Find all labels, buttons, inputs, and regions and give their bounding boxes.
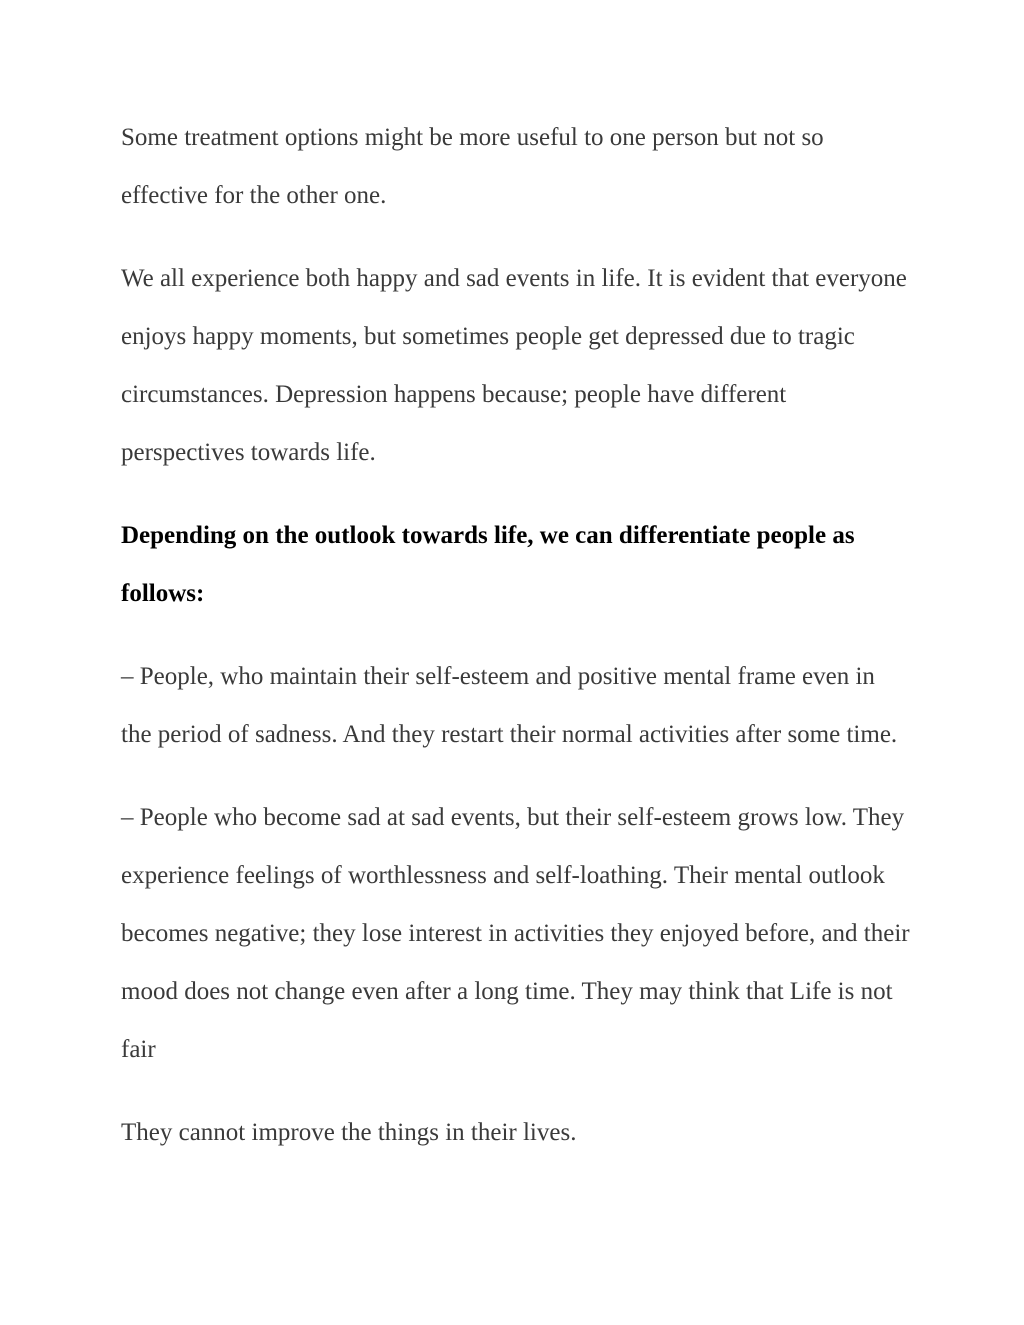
paragraph-people-become-sad: – People who become sad at sad events, but their self-esteem grows low. They experience feelings of worthlessness and self-loathing. Their mental outlook becomes negative; they lose interest in activities they enjoyed before, and their mood does not change even after a long time. They may think that Life is not fair: [121, 804, 910, 1063]
paragraph-people-maintain-self-esteem: – People, who maintain their self-esteem and positive mental frame even in the period of sadness. And they restart their normal activities after some time.: [121, 663, 898, 748]
paragraph-cannot-improve: They cannot improve the things in their lives.: [121, 1119, 577, 1146]
document-body: [121, 109, 911, 1187]
section-heading-outlook: Depending on the outlook towards life, we can differentiate people as follows:: [121, 522, 855, 607]
paragraph-happy-sad-events: We all experience both happy and sad events in life. It is evident that everyone enjoys happy moments, but sometimes people get depressed due to tragic circumstances. Depression happens because; people have different perspectives towards life.: [121, 265, 907, 466]
paragraph-treatment-options: Some treatment options might be more useful to one person but not so effective for the other one.: [121, 124, 824, 209]
